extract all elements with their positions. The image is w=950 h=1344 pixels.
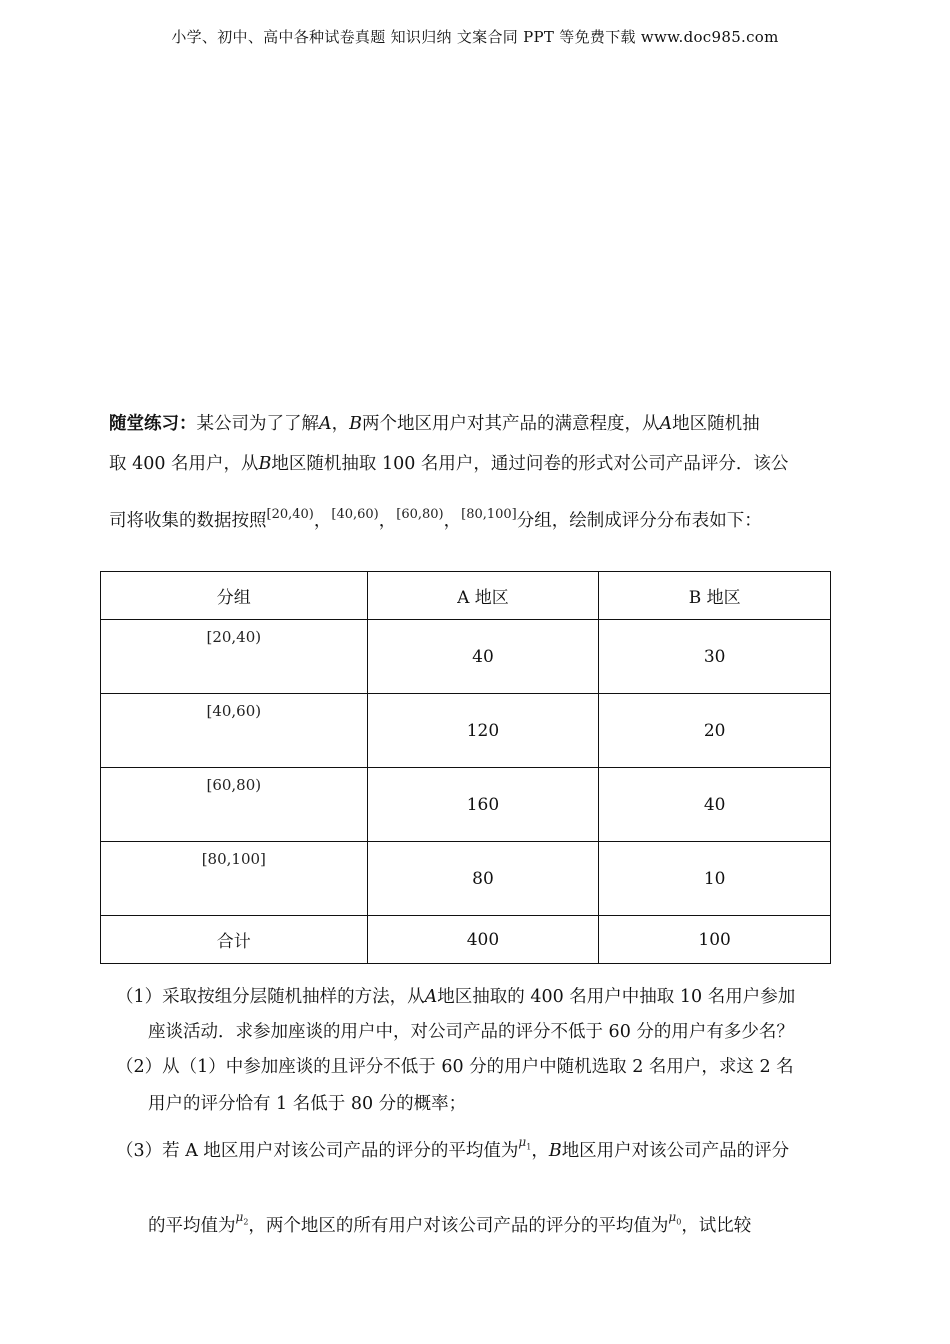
region-a-cell: 160 <box>367 768 599 842</box>
mu-1: μ1 <box>518 1135 532 1152</box>
intro-line-1: 随堂练习：某公司为了了解A，B两个地区用户对其产品的满意程度，从A地区随机抽 <box>109 414 760 434</box>
region-a-cell: 40 <box>367 620 599 694</box>
header-region-b: B 地区 <box>599 572 831 620</box>
region-b-cell: 30 <box>599 620 831 694</box>
mu-0: μ0 <box>668 1210 682 1227</box>
page-header: 小学、初中、高中各种试卷真题 知识归纳 文案合同 PPT 等免费下载 www.doc985.com <box>171 28 779 46</box>
table-row <box>101 694 831 768</box>
table-row <box>101 842 831 916</box>
mu-2: μ2 <box>235 1210 249 1227</box>
interval-60-80: [60,80) <box>396 507 444 522</box>
table-header-row <box>101 572 831 620</box>
region-b-cell: 40 <box>599 768 831 842</box>
total-region-b: 100 <box>599 916 831 964</box>
question-2-line-1: （2）从（1）中参加座谈的且评分不低于 60 分的用户中随机选取 2 名用户，求这 2 名 <box>116 1057 794 1077</box>
interval-20-40: [20,40) <box>266 507 314 522</box>
score-distribution-table <box>100 571 831 964</box>
group-cell: [60,80) <box>101 768 368 842</box>
interval-40-60: [40,60) <box>331 507 379 522</box>
practice-label: 随堂练习： <box>109 414 197 434</box>
table-row <box>101 768 831 842</box>
intro-line-2: 取 400 名用户，从B地区随机抽取 100 名用户，通过问卷的形式对公司产品评分．该公 <box>109 454 789 474</box>
group-cell: [80,100] <box>101 842 368 916</box>
header-region-a: A 地区 <box>367 572 599 620</box>
intro-line-3: 司将收集的数据按照$^{[20,40)}$，$^{[40,60)}$，$^{[60,80)}$，[80,100]分组，绘制成评分分布表如下： <box>109 507 762 531</box>
total-label: 合计 <box>101 916 368 964</box>
question-1-line-1: （1）采取按组分层随机抽样的方法，从A地区抽取的 400 名用户中抽取 10 名用户参加 <box>116 987 796 1007</box>
header-group: 分组 <box>101 572 368 620</box>
region-b-cell: 20 <box>599 694 831 768</box>
region-a-cell: 80 <box>367 842 599 916</box>
question-2-line-2: 用户的评分恰有 1 名低于 80 分的概率； <box>148 1094 467 1114</box>
group-cell: [40,60) <box>101 694 368 768</box>
group-cell: [20,40) <box>101 620 368 694</box>
interval-80-100: [80,100] <box>461 507 517 522</box>
table-total-row <box>101 916 831 964</box>
total-region-a: 400 <box>367 916 599 964</box>
region-b-cell: 10 <box>599 842 831 916</box>
question-3-line-2: 的平均值为$^{\mu_2}$，两个地区的所有用户对该公司产品的评分的平均值为$^{\mu_0}$，试比较 <box>148 1210 752 1236</box>
question-1-line-2: 座谈活动．求参加座谈的用户中，对公司产品的评分不低于 60 分的用户有多少名？ <box>148 1022 794 1042</box>
table-row <box>101 620 831 694</box>
region-a-cell: 120 <box>367 694 599 768</box>
question-3-line-1: （3）若 A 地区用户对该公司产品的评分的平均值为$^{\mu_1}$，B地区用户对该公司产品的评分 <box>116 1135 790 1161</box>
